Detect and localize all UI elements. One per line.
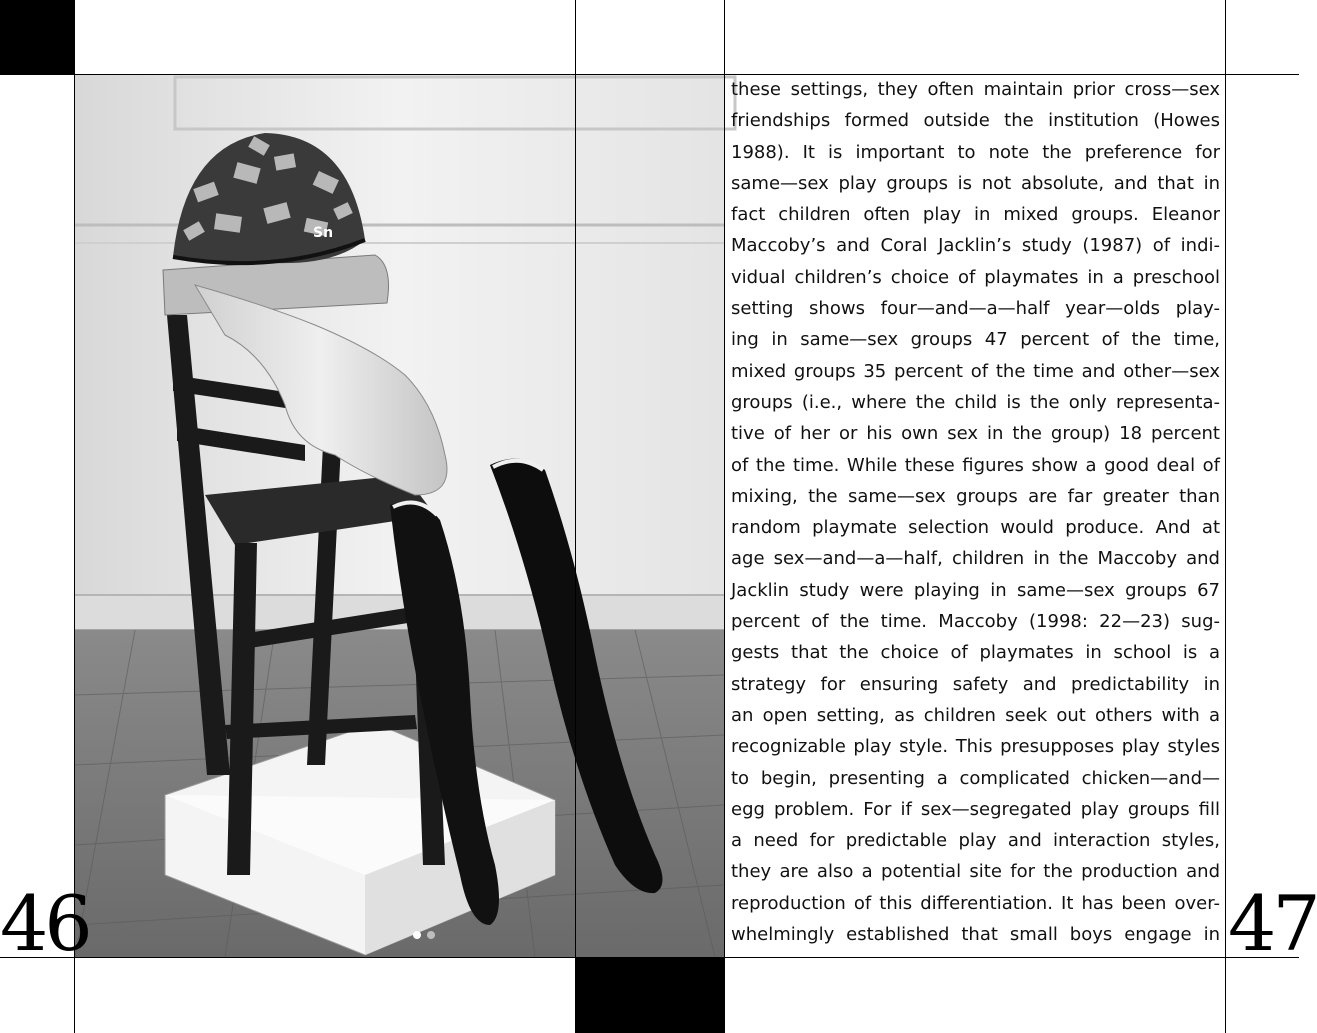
body-text-line: tive of her or his own sex in the group) 18 percent [731,423,1220,445]
carousel-dot-1[interactable] [413,931,421,939]
body-text-line: reproduction of this differentiation. It has been over- [731,892,1220,914]
bottom-center-black-block [575,957,724,1033]
body-text-line: ing in same—sex groups 47 percent of the time, [731,329,1220,351]
center-rule-left [575,0,576,1033]
body-text-line: recognizable play style. This presupposes play styles [731,736,1220,758]
body-text-line: mixed groups 35 percent of the time and other—sex [731,360,1220,382]
right-margin-rule [1225,0,1226,1033]
body-text-line: vidual children’s choice of playmates in a preschool [731,266,1220,288]
cap-text: Sn [313,225,334,241]
body-text-line: setting shows four—and—a—half year—olds play- [731,298,1220,320]
sculpture-photo [75,75,724,957]
body-text-line: an open setting, as children seek out others with a [731,704,1220,726]
body-text-line: same—sex play groups is not absolute, and that in [731,172,1220,194]
bottom-horizontal-rule [0,957,1299,958]
carousel-indicator[interactable] [413,931,435,939]
body-text-line: age sex—and—a—half, children in the Maccoby and [731,548,1220,570]
body-text-column [731,74,1220,950]
body-text-line: gests that the choice of playmates in school is a [731,642,1220,664]
body-text-line: groups (i.e., where the child is the only representa- [731,391,1220,413]
body-text-line: these settings, they often maintain prior cross—sex [731,79,1220,100]
center-rule-right [724,0,725,1033]
left-page-number: 46 [0,879,89,968]
body-text-line: Jacklin study were playing in same—sex groups 67 [731,579,1220,601]
body-text-line: percent of the time. Maccoby (1998: 22—23) sug- [731,611,1220,633]
body-text-line: egg problem. For if sex—segregated play groups fill [731,798,1220,820]
right-page-number: 47 [1228,879,1317,968]
carousel-dot-2[interactable] [427,931,435,939]
body-text-line: whelmingly established that small boys engage in [731,924,1220,946]
sculpture-chair-photo-icon [75,75,724,957]
top-left-black-block [0,0,75,75]
body-text-line: strategy for ensuring safety and predictability in [731,673,1220,695]
body-text-line: to begin, presenting a complicated chicken—and— [731,767,1220,789]
body-text-line: fact children often play in mixed groups. Eleanor [731,204,1220,226]
body-text-line: of the time. While these figures show a good deal of [731,454,1220,476]
body-text-line: Maccoby’s and Coral Jacklin’s study (1987) of indi- [731,235,1220,257]
body-text-line: they are also a potential site for the production and [731,861,1220,883]
body-text-line: a need for predictable play and interaction styles, [731,830,1220,852]
body-text-line: mixing, the same—sex groups are far greater than [731,485,1220,507]
body-text-line: 1988). It is important to note the preference for [731,141,1220,163]
body-text-line: random playmate selection would produce. And at [731,517,1220,539]
body-text-line: friendships formed outside the institution (Howes [731,110,1220,132]
